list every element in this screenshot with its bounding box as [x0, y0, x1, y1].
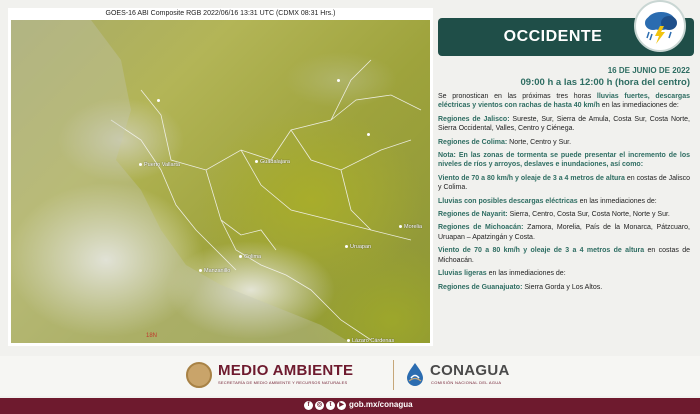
conagua-drop-icon: [404, 362, 426, 386]
city-label: Manzanillo: [199, 268, 230, 274]
jalisco-regions: Regiones de Jalisco: Sureste, Sur, Sierra de Amula, Costa Sur, Costa Norte, Sierra Occidental, Valles, Centro y Ciénega.: [438, 115, 691, 133]
guanajuato-regions: Regiones de Guanajuato: Sierra Gorda y Los Altos.: [438, 283, 603, 291]
youtube-icon[interactable]: ▶: [337, 401, 346, 410]
light-rain: Lluvias ligeras en las inmediaciones de:: [438, 270, 566, 278]
rain-lightning: Lluvias con posibles descargas eléctricas en las inmediaciones de:: [438, 197, 657, 205]
wind-warning-jalisco: Viento de 70 a 80 km/h y oleaje de 3 a 4 metros de altura en costas de Jalisco y Colima.: [438, 174, 691, 192]
colima-regions: Regiones de Colima: Norte, Centro y Sur.: [438, 138, 572, 146]
eagle-emblem-icon: [186, 362, 212, 388]
medio-ambiente-subtitle: SECRETARÍA DE MEDIO AMBIENTE Y RECURSOS NATURALES: [218, 380, 348, 385]
state-borders: [11, 20, 430, 343]
facebook-icon[interactable]: f: [304, 401, 313, 410]
forecast-date: 16 DE JUNIO DE 2022: [607, 66, 690, 75]
conagua-subtitle: COMISIÓN NACIONAL DEL AGUA: [431, 380, 502, 385]
michoacan-regions: Regiones de Michoacán: Zamora, Morelia, País de la Monarca, Pátzcuaro, Uruapan – Apatzingán y Costa.: [438, 224, 690, 241]
city-label: Lázaro Cárdenas: [347, 338, 394, 343]
latitude-label: 18N: [146, 333, 158, 339]
city-label: Uruapan: [345, 244, 371, 250]
city-label: Guadalajara: [255, 159, 290, 165]
social-icons: [304, 401, 346, 410]
satellite-panel: [8, 8, 433, 346]
instagram-icon[interactable]: ◎: [316, 402, 323, 408]
conagua-url-link[interactable]: gob.mx/conagua: [349, 400, 413, 409]
satellite-caption: GOES-16 ABI Composite RGB 2022/06/16 13:31 UTC (CDMX 08:31 Hrs.): [105, 10, 336, 17]
city-label: Morelia: [399, 224, 422, 230]
region-title: OCCIDENTE: [503, 28, 603, 45]
bottom-bar: [0, 398, 700, 414]
forecast-time: 09:00 h a las 12:00 h (hora del centro): [520, 77, 690, 88]
medio-ambiente-logo: MEDIO AMBIENTE: [218, 362, 354, 379]
storm-cloud-icon: [634, 0, 686, 52]
forecast-intro: Se pronostican en las próximas tres horas lluvias fuertes, descargas eléctricas y vientos con rachas de hasta 40 km/h en las inmediaciones de:: [438, 93, 690, 110]
forecast-body: [438, 92, 690, 296]
forecast-note: Nota: En las zonas de tormenta se puede presentar el incremento de los niveles de ríos y arroyos, deslaves e inundaciones, así como:: [438, 152, 690, 169]
nayarit-regions: Regiones de Nayarit: Sierra, Centro, Costa Sur, Costa Norte, Norte y Sur.: [438, 211, 670, 219]
footer-logos: [0, 356, 700, 396]
forecast-panel: [438, 8, 694, 353]
satellite-image: [11, 20, 430, 343]
conagua-logo: CONAGUA: [430, 362, 510, 379]
city-label: Puerto Vallarta: [139, 162, 180, 168]
logo-divider: [393, 360, 394, 390]
twitter-icon[interactable]: t: [326, 401, 335, 410]
wind-warning-michoacan: Viento de 70 a 80 km/h y oleaje de 3 a 4 metros de altura en costas de Michoacán.: [438, 247, 690, 264]
city-label: Colima: [239, 254, 261, 260]
